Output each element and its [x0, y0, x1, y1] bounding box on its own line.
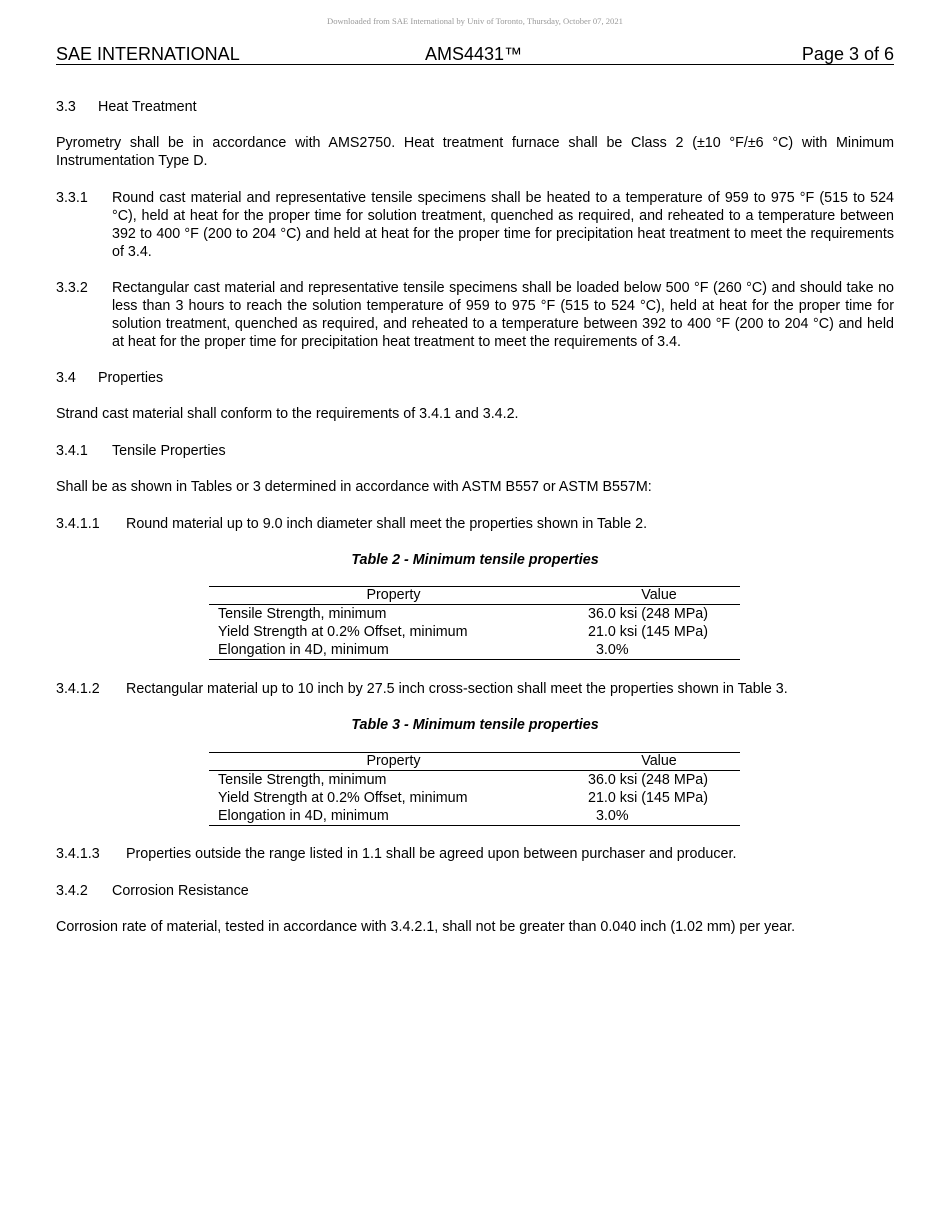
section-3-4-title: Properties — [98, 370, 164, 386]
section-3-4-2-paragraph: Corrosion rate of material, tested in accordance with 3.4.2.1, shall not be greater than 0.040 inch (1.02 mm) per year. — [56, 919, 796, 935]
table-cell-value: 36.0 ksi (248 MPa) — [588, 606, 708, 622]
section-3-4-paragraph: Strand cast material shall conform to the requirements of 3.4.1 and 3.4.2. — [56, 406, 519, 422]
download-watermark: Downloaded from SAE International by Univ of Toronto, Thursday, October 07, 2021 — [327, 16, 623, 26]
section-3-3-paragraph: Pyrometry shall be in accordance with AMS2750. Heat treatment furnace shall be Class 2 (±10 °F/±6 °C) with Minimum Instrumentation Type D. — [56, 135, 894, 169]
section-3-3-2-text: Rectangular cast material and representative tensile specimens shall be loaded below 500 °F (260 °C) and should take no less than 3 hours to reach the solution temperature of 959 to 975 °F (515 to 524 °C), held at heat for the proper time for solution treatment, quenched as required, and reheated to a temperature between 392 to 400 °F (200 to 204 °C) and held at heat for the proper time for precipitation heat treatment to meet the requirements of 3.4. — [112, 280, 894, 350]
section-3-3-2-number: 3.3.2 — [56, 280, 88, 296]
table-3-header-value: Value — [578, 753, 740, 771]
table-3-caption: Table 3 - Minimum tensile properties — [351, 717, 599, 733]
section-3-4-1-paragraph: Shall be as shown in Tables or 3 determined in accordance with ASTM B557 or ASTM B557M: — [56, 479, 652, 495]
header-page-number: Page 3 of 6 — [801, 44, 894, 64]
table-cell-property: Yield Strength at 0.2% Offset, minimum — [218, 790, 468, 806]
table-row — [209, 641, 740, 660]
table-row — [209, 623, 740, 641]
table-cell-value: 21.0 ksi (145 MPa) — [588, 624, 708, 640]
section-3-3-1-text: Round cast material and representative tensile specimens shall be heated to a temperature of 959 to 975 °F (515 to 524 °C), held at heat for the proper time for solution treatment, quenched as required, and reheated to a temperature between 392 to 400 °F (200 to 204 °C) and held at heat for the proper time for precipitation heat treatment to meet the requirements of 3.4. — [112, 190, 894, 260]
table-cell-value: 21.0 ksi (145 MPa) — [588, 790, 708, 806]
table-row — [209, 807, 740, 826]
table-row — [209, 789, 740, 807]
table-cell-value: 3.0% — [578, 807, 740, 826]
table-3-header-property: Property — [209, 753, 578, 771]
section-3-4-2-title: Corrosion Resistance — [112, 883, 249, 899]
header-doc-number: AMS4431™ — [425, 44, 523, 64]
table-2 — [209, 587, 740, 660]
table-3-header-row — [209, 753, 740, 771]
section-3-4-1-2-number: 3.4.1.2 — [56, 681, 100, 697]
section-3-3-1-number: 3.3.1 — [56, 190, 88, 206]
section-3-4-2-number: 3.4.2 — [56, 883, 88, 899]
table-cell-property: Elongation in 4D, minimum — [209, 641, 578, 660]
table-2-caption: Table 2 - Minimum tensile properties — [351, 552, 599, 568]
section-3-4-1-title: Tensile Properties — [112, 443, 226, 459]
section-3-4-1-1-number: 3.4.1.1 — [56, 516, 100, 532]
section-3-3-title: Heat Treatment — [98, 99, 197, 115]
section-3-3-number: 3.3 — [56, 99, 76, 115]
table-cell-value: 36.0 ksi (248 MPa) — [588, 772, 708, 788]
table-2-header-value: Value — [578, 587, 740, 605]
section-3-4-1-1-text: Round material up to 9.0 inch diameter shall meet the properties shown in Table 2. — [126, 516, 648, 532]
table-row — [209, 771, 740, 790]
table-cell-property: Tensile Strength, minimum — [218, 772, 387, 788]
table-2-header-row — [209, 587, 740, 605]
header-org: SAE INTERNATIONAL — [56, 44, 240, 64]
table-cell-property: Yield Strength at 0.2% Offset, minimum — [218, 624, 468, 640]
section-3-4-1-3-text: Properties outside the range listed in 1.1 shall be agreed upon between purchaser and producer. — [126, 846, 737, 862]
table-3 — [209, 753, 740, 826]
table-2-header-property: Property — [209, 587, 578, 605]
table-cell-property: Elongation in 4D, minimum — [209, 807, 578, 826]
table-cell-value: 3.0% — [578, 641, 740, 660]
section-3-4-number: 3.4 — [56, 370, 76, 386]
section-3-4-1-3-number: 3.4.1.3 — [56, 846, 100, 862]
section-3-4-1-number: 3.4.1 — [56, 443, 88, 459]
section-3-4-1-2-text: Rectangular material up to 10 inch by 27.5 inch cross-section shall meet the properties shown in Table 3. — [126, 681, 788, 697]
table-cell-property: Tensile Strength, minimum — [218, 606, 387, 622]
table-row — [209, 605, 740, 624]
header-rule — [56, 64, 894, 65]
